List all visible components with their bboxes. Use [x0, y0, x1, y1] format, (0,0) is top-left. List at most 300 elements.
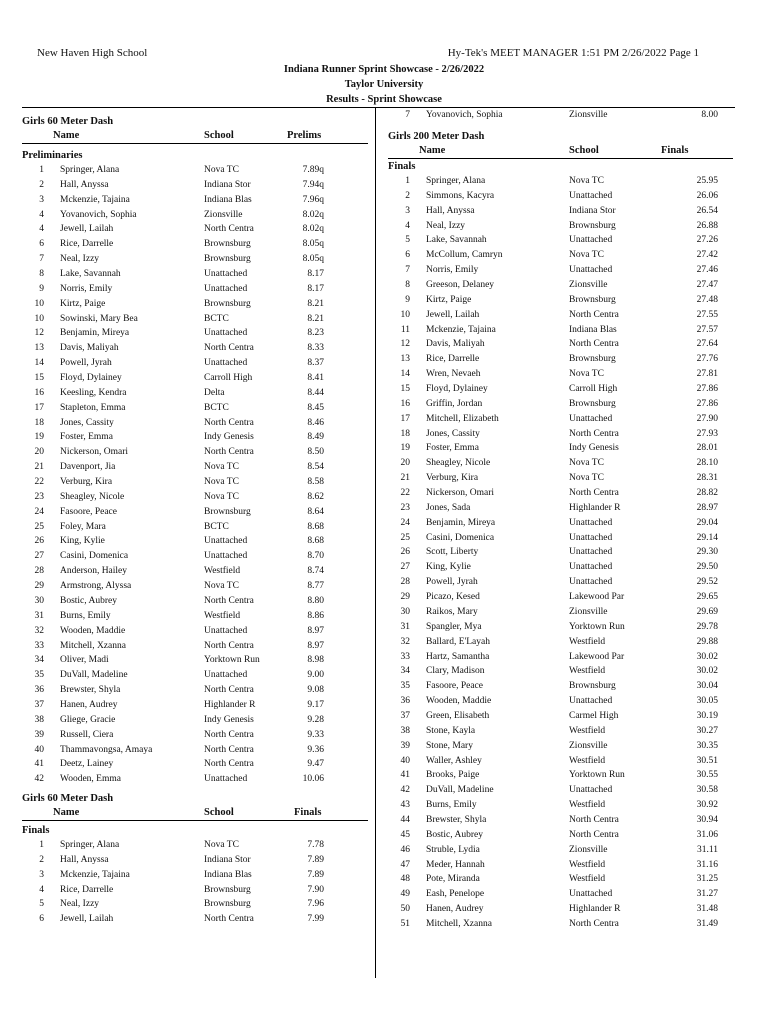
place: 1 [405, 176, 410, 186]
school: Carroll High [569, 384, 618, 395]
athlete-name: Deetz, Lainey [60, 759, 114, 770]
table-row [388, 620, 733, 635]
athlete-name: Eash, Penelope [426, 889, 485, 900]
athlete-name: Mitchell, Elizabeth [426, 413, 499, 424]
athlete-name: Lake, Savannah [426, 235, 487, 246]
athlete-name: Neal, Izzy [60, 254, 100, 265]
place: 3 [39, 194, 44, 205]
athlete-name: Gliege, Gracie [60, 714, 116, 725]
table-row [388, 768, 733, 783]
place: 31 [400, 621, 410, 632]
place: 4 [405, 220, 410, 231]
place: 51 [400, 918, 410, 929]
athlete-name: Verburg, Kira [426, 473, 479, 484]
mark: 30.02 [696, 666, 718, 677]
place: 27 [400, 562, 410, 573]
mark: 8.58 [307, 477, 324, 488]
table-row [388, 887, 733, 902]
table-row [22, 853, 368, 868]
athlete-name: Mckenzie, Tajaina [60, 869, 130, 880]
table-row [388, 694, 733, 709]
school: North Centra [569, 829, 619, 840]
place: 15 [400, 384, 410, 395]
table-row [22, 639, 368, 654]
mark: 29.69 [696, 606, 718, 617]
place: 33 [400, 651, 410, 662]
school: Highlander R [569, 904, 621, 915]
mark: 30.02 [696, 651, 718, 662]
mark: 31.48 [696, 904, 718, 915]
event-finals-60m [22, 793, 368, 927]
table-row [388, 664, 733, 679]
event-prelims-60m [22, 116, 368, 787]
place: 7 [405, 265, 410, 276]
mark: 8.17 [307, 283, 324, 294]
athlete-name: Clary, Madison [426, 666, 485, 677]
table-row [22, 609, 368, 624]
table-row [388, 219, 733, 234]
place: 21 [400, 473, 410, 484]
school: North Centra [204, 914, 254, 925]
mark: 7.89 [307, 854, 324, 865]
place: 49 [400, 889, 410, 900]
table-row [388, 233, 733, 248]
mark: 9.00 [307, 670, 324, 681]
col-mark-label: Prelims [287, 130, 322, 141]
meet-title: Indiana Runner Sprint Showcase - 2/26/2022 [283, 64, 485, 75]
col-school-label: School [569, 145, 599, 156]
school: North Centra [569, 488, 619, 499]
school: Unattached [569, 517, 613, 528]
athlete-name: Stone, Kayla [426, 725, 476, 736]
school: North Centra [569, 339, 619, 350]
table-row [388, 174, 733, 189]
table-row [22, 445, 368, 460]
table-row [388, 486, 733, 501]
athlete-name: Wooden, Emma [60, 774, 121, 785]
place: 26 [400, 547, 410, 558]
col-school-label: School [204, 130, 234, 141]
table-row [22, 356, 368, 371]
table-row [22, 757, 368, 772]
athlete-name: Rice, Darrelle [60, 239, 114, 250]
place: 11 [400, 324, 410, 335]
athlete-name: DuVall, Madeline [426, 785, 494, 796]
table-row [22, 698, 368, 713]
col-school-label: School [204, 807, 234, 818]
athlete-name: Fasoore, Peace [426, 681, 483, 692]
athlete-name: Waller, Ashley [426, 755, 482, 766]
table-row [388, 902, 733, 917]
mark: 26.88 [696, 220, 718, 231]
school: Brownsburg [569, 681, 616, 692]
mark: 8.97 [307, 625, 324, 636]
place: 38 [34, 714, 44, 725]
mark: 8.49 [307, 432, 324, 443]
athlete-name: Bostic, Aubrey [60, 595, 117, 606]
athlete-name: Hanen, Audrey [426, 904, 484, 915]
athlete-name: Foley, Mara [60, 521, 106, 532]
table-row [22, 713, 368, 728]
athlete-name: Benjamin, Mireya [60, 328, 130, 339]
school: North Centra [204, 744, 254, 755]
table-row [388, 516, 733, 531]
place: 39 [400, 740, 410, 751]
athlete-name: Keesling, Kendra [60, 387, 127, 398]
col-mark-label: Finals [294, 807, 322, 818]
place: 22 [400, 488, 410, 499]
mark: 26.06 [696, 190, 718, 201]
athlete-name: Springer, Alana [60, 165, 120, 175]
school: Unattached [204, 328, 248, 339]
school: Nova TC [569, 176, 604, 186]
athlete-name: Hartz, Samantha [426, 651, 490, 662]
school: Yorktown Run [204, 655, 260, 666]
mark: 30.94 [696, 814, 718, 825]
school: Indiana Blas [204, 194, 252, 205]
mark: 27.46 [696, 265, 718, 276]
athlete-name: Nickerson, Omari [60, 447, 129, 458]
athlete-name: Struble, Lydia [426, 844, 480, 855]
school: Unattached [569, 413, 613, 424]
place: 9 [39, 283, 44, 294]
school: North Centra [569, 814, 619, 825]
mark: 8.86 [307, 610, 324, 621]
mark: 7.90 [307, 884, 324, 895]
school: North Centra [204, 685, 254, 696]
mark: 8.21 [307, 313, 324, 324]
table-row [388, 872, 733, 887]
table-row [388, 337, 733, 352]
place: 18 [400, 428, 410, 439]
school: Unattached [204, 358, 248, 369]
table-row [22, 460, 368, 475]
table-row [22, 163, 368, 178]
mark: 9.36 [307, 744, 324, 755]
table-row [388, 560, 733, 575]
mark: 28.97 [696, 502, 718, 513]
school: North Centra [204, 640, 254, 651]
school: Indiana Stor [204, 179, 251, 190]
school: Highlander R [569, 502, 621, 513]
header-rule [22, 820, 368, 821]
school: Delta [204, 387, 225, 398]
school: Brownsburg [569, 220, 616, 231]
place: 28 [400, 577, 410, 588]
athlete-name: Jewell, Lailah [60, 914, 114, 925]
school: Highlander R [204, 699, 256, 710]
report-titles [0, 63, 768, 107]
place: 38 [400, 725, 410, 736]
school: Lakewood Par [569, 592, 625, 603]
mark: 27.86 [696, 384, 718, 395]
place: 16 [400, 398, 410, 409]
school: Unattached [569, 190, 613, 201]
athlete-name: Raikos, Mary [426, 606, 478, 617]
place: 37 [400, 710, 410, 721]
school: Unattached [204, 774, 248, 785]
athlete-name: Wooden, Maddie [426, 696, 492, 707]
table-row [22, 564, 368, 579]
mark: 30.58 [696, 785, 718, 796]
table-row [22, 430, 368, 445]
table-row [22, 683, 368, 698]
place: 9 [405, 294, 410, 305]
athlete-name: Neal, Izzy [60, 899, 100, 910]
mark: 29.88 [696, 636, 718, 647]
mark: 28.82 [696, 488, 718, 499]
mark: 29.14 [696, 532, 718, 543]
table-row [388, 427, 733, 442]
school: Unattached [569, 696, 613, 707]
athlete-name: Oliver, Madi [60, 655, 109, 666]
mark: 8.33 [307, 343, 324, 354]
athlete-name: Spangler, Mya [426, 621, 482, 632]
school: Indiana Blas [204, 869, 252, 880]
section-title: Finals [22, 825, 50, 836]
school: Brownsburg [204, 254, 251, 265]
school: Nova TC [569, 250, 604, 261]
place: 32 [34, 625, 44, 636]
mark: 8.97 [307, 640, 324, 651]
athlete-name: Bostic, Aubrey [426, 829, 483, 840]
mark: 8.74 [307, 566, 324, 577]
mark: 28.10 [696, 458, 718, 469]
mark: 8.68 [307, 521, 324, 532]
place: 8 [405, 280, 410, 291]
mark: 8.50 [307, 447, 324, 458]
place: 28 [34, 566, 44, 577]
table-row [22, 267, 368, 282]
athlete-name: Rice, Darrelle [60, 884, 114, 895]
place: 6 [39, 239, 44, 250]
athlete-name: Mitchell, Xzanna [60, 640, 126, 651]
school: Nova TC [204, 840, 239, 850]
athlete-name: Kirtz, Paige [426, 294, 472, 305]
mark: 8.02q [302, 224, 324, 235]
mark: 8.05q [302, 239, 324, 250]
athlete-name: Floyd, Dylainey [60, 373, 122, 384]
mark: 30.27 [696, 725, 718, 736]
place: 1 [39, 840, 44, 850]
athlete-name: Ballard, E'Layah [426, 636, 490, 647]
header-rule [388, 158, 733, 159]
table-row [388, 843, 733, 858]
school: Nova TC [204, 165, 239, 175]
school: Unattached [569, 547, 613, 558]
athlete-name: Jewell, Lailah [426, 309, 480, 320]
table-row [388, 590, 733, 605]
results-list [22, 163, 368, 787]
school: Nova TC [204, 462, 239, 473]
school: Westfield [569, 859, 606, 870]
mark: 8.21 [307, 298, 324, 309]
place: 1 [39, 165, 44, 175]
school: Indiana Blas [569, 324, 617, 335]
mark: 7.96q [302, 194, 324, 205]
table-row [388, 352, 733, 367]
school: Westfield [204, 566, 241, 577]
place: 25 [400, 532, 410, 543]
table-row [388, 575, 733, 590]
place: 42 [34, 774, 44, 785]
mark: 27.48 [696, 294, 718, 305]
mark: 27.93 [696, 428, 718, 439]
col-name-label: Name [53, 130, 80, 141]
school: Zionsville [569, 606, 608, 617]
athlete-name: Springer, Alana [426, 176, 486, 186]
place: 44 [400, 814, 410, 825]
athlete-name: Kirtz, Paige [60, 298, 106, 309]
school: Zionsville [569, 280, 608, 291]
athlete-name: Jewell, Lailah [60, 224, 114, 235]
mark: 7.78 [307, 840, 324, 850]
athlete-name: Fasoore, Peace [60, 506, 117, 517]
mark: 8.44 [307, 387, 324, 398]
school: Unattached [569, 577, 613, 588]
table-row [388, 367, 733, 382]
mark: 8.41 [307, 373, 324, 384]
mark: 9.33 [307, 729, 324, 740]
table-row [22, 624, 368, 639]
place: 47 [400, 859, 410, 870]
athlete-name: Casini, Domenica [426, 532, 495, 543]
athlete-name: Powell, Jyrah [60, 358, 112, 369]
section-title: Finals [388, 161, 416, 172]
table-row [22, 534, 368, 549]
table-row [388, 248, 733, 263]
school: North Centra [204, 343, 254, 354]
table-row [22, 386, 368, 401]
mark: 8.70 [307, 551, 324, 562]
table-row [388, 828, 733, 843]
mark: 25.95 [696, 176, 718, 186]
school: Brownsburg [569, 398, 616, 409]
table-row [22, 193, 368, 208]
mark: 29.78 [696, 621, 718, 632]
school: Unattached [569, 235, 613, 246]
school: Westfield [569, 800, 606, 811]
table-row [22, 728, 368, 743]
mark: 27.81 [696, 369, 718, 380]
school: North Centra [569, 428, 619, 439]
table-row [22, 490, 368, 505]
mark: 27.55 [696, 309, 718, 320]
mark: 31.27 [696, 889, 718, 900]
software-info: Hy-Tek's MEET MANAGER 1:51 PM 2/26/2022 Page 1 [447, 47, 699, 59]
mark: 7.96 [307, 899, 324, 910]
table-row [388, 531, 733, 546]
carryover-row [388, 108, 733, 123]
school: North Centra [569, 918, 619, 929]
school: Indy Genesis [204, 432, 254, 443]
table-row [22, 883, 368, 898]
table-row [388, 798, 733, 813]
school: Nova TC [204, 491, 239, 502]
table-row [22, 520, 368, 535]
mark: 7.99 [307, 914, 324, 925]
place: 10 [34, 313, 44, 324]
school: North Centra [204, 417, 254, 428]
table-row [22, 282, 368, 297]
school: Zionsville [569, 844, 608, 855]
col-name-label: Name [419, 145, 446, 156]
place: 14 [34, 358, 44, 369]
mark: 8.37 [307, 358, 324, 369]
table-row [22, 653, 368, 668]
table-row [388, 323, 733, 338]
column-header [388, 145, 733, 159]
place: 34 [34, 655, 44, 666]
athlete-name: Verburg, Kira [60, 477, 113, 488]
column-header [22, 807, 368, 821]
athlete-name: Wooden, Maddie [60, 625, 126, 636]
athlete-name: Neal, Izzy [426, 220, 466, 231]
mark: 8.68 [307, 536, 324, 547]
place: 30 [34, 595, 44, 606]
table-row [22, 505, 368, 520]
athlete-name: Norris, Emily [426, 265, 479, 276]
mark: 27.76 [696, 354, 718, 365]
school: Brownsburg [204, 298, 251, 309]
place: 5 [405, 235, 410, 246]
mark: 8.02q [302, 209, 324, 220]
table-row [388, 382, 733, 397]
place: 36 [34, 685, 44, 696]
mark: 26.54 [696, 205, 718, 216]
place: 34 [400, 666, 410, 677]
table-row [388, 108, 733, 123]
place: 6 [39, 914, 44, 925]
place: 6 [405, 250, 410, 261]
school: Carmel High [569, 710, 619, 721]
table-row [388, 635, 733, 650]
athlete-name: Foster, Emma [60, 432, 113, 443]
place: 18 [34, 417, 44, 428]
place: 3 [405, 205, 410, 216]
athlete-name: Thammavongsa, Amaya [60, 744, 153, 755]
table-row [388, 501, 733, 516]
place: 45 [400, 829, 410, 840]
school: Nova TC [569, 369, 604, 380]
athlete-name: Burns, Emily [60, 610, 111, 621]
mark: 31.11 [696, 844, 718, 855]
table-row [22, 252, 368, 267]
athlete-name: Jones, Cassity [60, 417, 114, 428]
athlete-name: Rice, Darrelle [426, 354, 480, 365]
table-row [388, 709, 733, 724]
school: BCTC [204, 402, 229, 413]
place: 12 [34, 328, 44, 339]
school: Nova TC [204, 477, 239, 488]
school-name: New Haven High School [37, 47, 148, 59]
results-list [22, 838, 368, 927]
place: 30 [400, 606, 410, 617]
school: North Centra [204, 759, 254, 770]
table-row [22, 594, 368, 609]
table-row [22, 897, 368, 912]
school: Westfield [204, 610, 241, 621]
athlete-name: King, Kylie [60, 536, 105, 547]
place: 33 [34, 640, 44, 651]
place: 35 [34, 670, 44, 681]
table-row [22, 208, 368, 223]
table-row [388, 308, 733, 323]
event-title: Girls 200 Meter Dash [388, 131, 485, 142]
mark: 30.92 [696, 800, 718, 811]
athlete-name: Stone, Mary [426, 740, 473, 751]
table-row [388, 263, 733, 278]
